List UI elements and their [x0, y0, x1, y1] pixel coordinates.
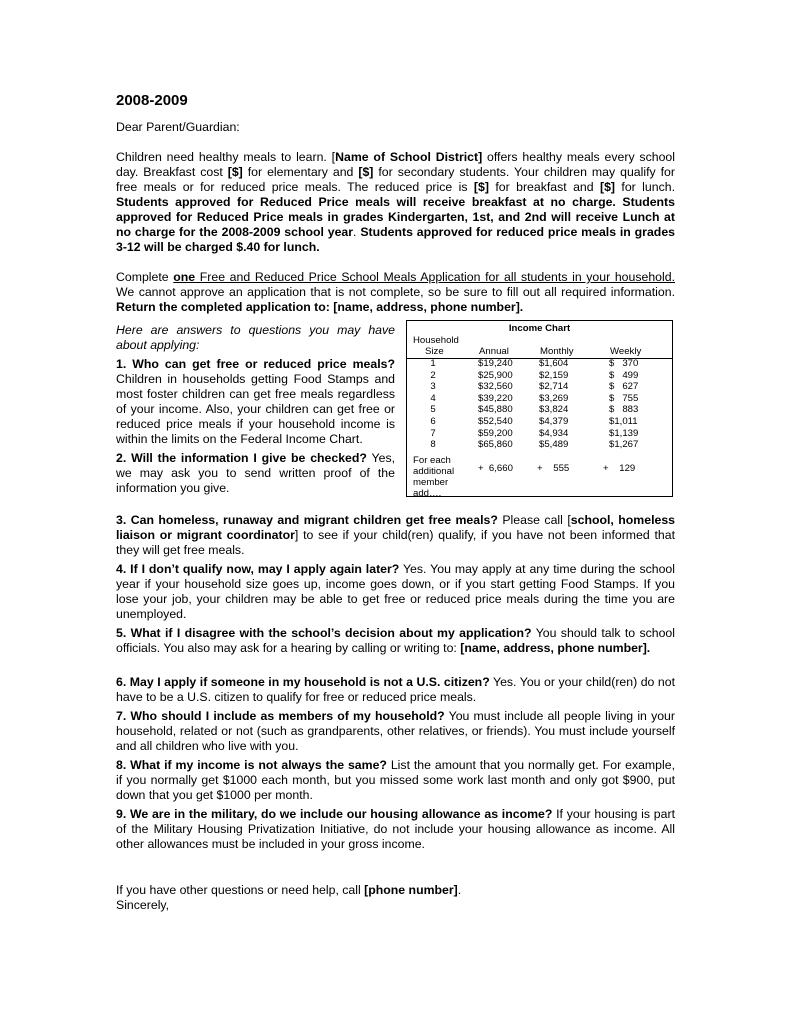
qa-9 [116, 807, 675, 852]
header-household: Household [413, 335, 459, 346]
qa-5 [116, 626, 675, 656]
table-row [407, 439, 672, 451]
question: 5. What if I disagree with the school’s decision about my application? [116, 626, 532, 640]
cell-weekly: $1,011 [609, 415, 638, 427]
header-weekly: Weekly [610, 346, 642, 357]
additional-member-label: For each additional member add…. [413, 455, 455, 499]
cell-size: 4 [430, 392, 436, 404]
qa-left-column [116, 323, 395, 500]
additional-weekly: + 129 [603, 463, 636, 474]
cell-weekly: $1,139 [609, 427, 639, 439]
price-placeholder: [$] [358, 165, 374, 179]
qa-4 [116, 562, 675, 622]
cell-annual: $52,540 [478, 415, 513, 427]
reduced-price-notice: Students approved for Reduced Price meals will receive breakfast at no charge. Students approved for Reduced Price meals in grades Kindergarten, 1st, and 2nd will receive Lunch at no charge for the 2008-2009 school year [116, 195, 675, 239]
cell-annual: $59,200 [478, 427, 513, 439]
answer: Yes. You or your child(ren) do not have to be a U.S. citizen to qualify for free or reduced price meals. [116, 675, 675, 704]
income-chart-title: Income Chart [508, 323, 571, 334]
answer: Children in households getting Food Stamps and most foster children can get free meals regardless of your income. Also, your children can get free or reduced price meals if your household income is within the limits on the Federal Income Chart. [116, 372, 395, 446]
qa-1 [116, 357, 395, 447]
table-row [407, 370, 672, 382]
contact-placeholder: [name, address, phone number]. [460, 641, 651, 655]
cell-annual: $32,560 [478, 381, 513, 393]
answer: You must include all people living in your household, related or not (such as grandparents, other relatives, or friends). You must include yourself and all children who live with you. [116, 709, 675, 753]
letter-year: 2008-2009 [116, 92, 188, 109]
text: Complete [116, 270, 174, 284]
closing-help [116, 883, 675, 898]
grades-notice: Students approved for reduced price meals in grades 3-12 will be charged $.40 for lunch. [116, 225, 675, 254]
text: for secondary students. Your children may qualify for free meals or for reduced price meals. The reduced price is [116, 165, 675, 194]
cell-size: 7 [430, 427, 436, 439]
cell-size: 1 [430, 358, 436, 369]
question: 3. Can homeless, runaway and migrant children get free meals? [116, 513, 498, 527]
qa-and-chart [116, 323, 675, 513]
qa-6 [116, 675, 675, 705]
price-placeholder: [$] [600, 180, 616, 194]
text: for elementary and [242, 165, 359, 179]
additional-annual: + 6,660 [478, 463, 513, 474]
table-row [407, 404, 672, 416]
qa-7 [116, 709, 675, 754]
question: 2. Will the information I give be checked? [116, 451, 367, 465]
cell-size: 2 [430, 369, 436, 381]
cell-monthly: $3,269 [539, 392, 569, 404]
answer: You should talk to school officials. You also may ask for a hearing by calling or writing to: [116, 626, 675, 655]
cell-weekly: $ 755 [609, 392, 639, 404]
qa-intro: Here are answers to questions you may have about applying: [116, 323, 395, 352]
contact-placeholder: school, homeless liaison or migrant coordinator [116, 513, 676, 542]
header-size: Size [425, 346, 444, 357]
text: for breakfast and [488, 180, 600, 194]
cell-weekly: $ 370 [609, 358, 639, 369]
table-row [407, 428, 672, 440]
additional-monthly: + 555 [537, 463, 570, 474]
cell-annual: $45,880 [478, 404, 513, 416]
cell-monthly: $2,714 [539, 381, 569, 393]
cell-monthly: $4,934 [539, 427, 569, 439]
price-placeholder: [$] [227, 165, 243, 179]
cell-weekly: $ 883 [609, 404, 639, 416]
cell-annual: $39,220 [478, 392, 513, 404]
text: offers healthy meals every school day. Breakfast cost [116, 150, 675, 179]
sign-off: Sincerely, [116, 898, 170, 912]
income-chart [406, 320, 673, 497]
text: If you have other questions or need help, call [116, 883, 365, 897]
header-monthly: Monthly [540, 346, 574, 357]
cell-monthly: $5,489 [539, 439, 569, 451]
text: We cannot approve an application that is not complete, so be sure to fill out all required information. [116, 285, 675, 299]
question: 6. May I apply if someone in my household is not a U.S. citizen? [116, 675, 490, 689]
qa-3 [116, 513, 675, 558]
cell-size: 8 [430, 439, 436, 451]
income-rows [407, 358, 672, 451]
question: 4. If I don’t qualify now, may I apply again later? [116, 562, 400, 576]
table-row [407, 393, 672, 405]
qa-2 [116, 451, 395, 496]
return-address-placeholder: Return the completed application to: [name, address, phone number]. [116, 300, 524, 314]
cell-monthly: $2,159 [539, 369, 569, 381]
question: 7. Who should I include as members of my household? [116, 709, 445, 723]
qa-8 [116, 758, 675, 803]
emphasis-one: one [173, 270, 196, 284]
question: 8. What if my income is not always the same? [116, 758, 387, 772]
letter [116, 92, 675, 913]
answer: Please call [ [497, 513, 571, 527]
cell-annual: $65,860 [478, 439, 513, 451]
answer: Yes, we may ask you to send written proof of the information you give. [116, 451, 396, 495]
answer: ] to see if your child(ren) qualify, if you have not been informed that they will get free meals. [116, 528, 675, 557]
salutation: Dear Parent/Guardian: [116, 120, 240, 134]
table-row [407, 381, 672, 393]
cell-weekly: $ 499 [609, 369, 639, 381]
text: for lunch. [615, 180, 675, 194]
application-underlined: Free and Reduced Price School Meals Application for all students in your household. [195, 270, 676, 284]
answer: List the amount that you normally get. For example, if you normally get $1000 each month, but you missed some work last month and only got $900, put down that you get $1000 per month. [116, 758, 676, 802]
cell-monthly: $3,824 [539, 404, 569, 416]
question: 9. We are in the military, do we include our housing allowance as income? [116, 807, 553, 821]
text: Children need healthy meals to learn. [ [116, 150, 336, 164]
cell-annual: $25,900 [478, 369, 513, 381]
answer: If your housing is part of the Military Housing Privatization Initiative, do not include your housing allowance as income. All other allowances must be included in your gross income. [116, 807, 676, 851]
cell-annual: $19,240 [478, 358, 513, 369]
price-placeholder: [$] [473, 180, 489, 194]
cell-weekly: $ 627 [609, 381, 639, 393]
header-annual: Annual [479, 346, 509, 357]
complete-paragraph [116, 270, 675, 315]
question: 1. Who can get free or reduced price meals? [116, 357, 395, 371]
answer: Yes. You may apply at any time during the school year if your household size goes up, income goes down, or if you start getting Food Stamps. If you lose your job, your children may be able to get free or reduced price meals during the time you are unemployed. [116, 562, 675, 621]
cell-size: 6 [430, 415, 436, 427]
phone-placeholder: [phone number] [364, 883, 458, 897]
cell-size: 3 [430, 381, 436, 393]
district-placeholder: Name of School District] [335, 150, 483, 164]
table-row [407, 416, 672, 428]
cell-size: 5 [430, 404, 436, 416]
text: . [353, 225, 361, 239]
cell-weekly: $1,267 [609, 439, 639, 451]
cell-monthly: $1,604 [539, 358, 569, 369]
text: . [457, 883, 462, 897]
cell-monthly: $4,379 [539, 415, 569, 427]
intro-paragraph [116, 150, 675, 255]
table-row [407, 358, 672, 370]
